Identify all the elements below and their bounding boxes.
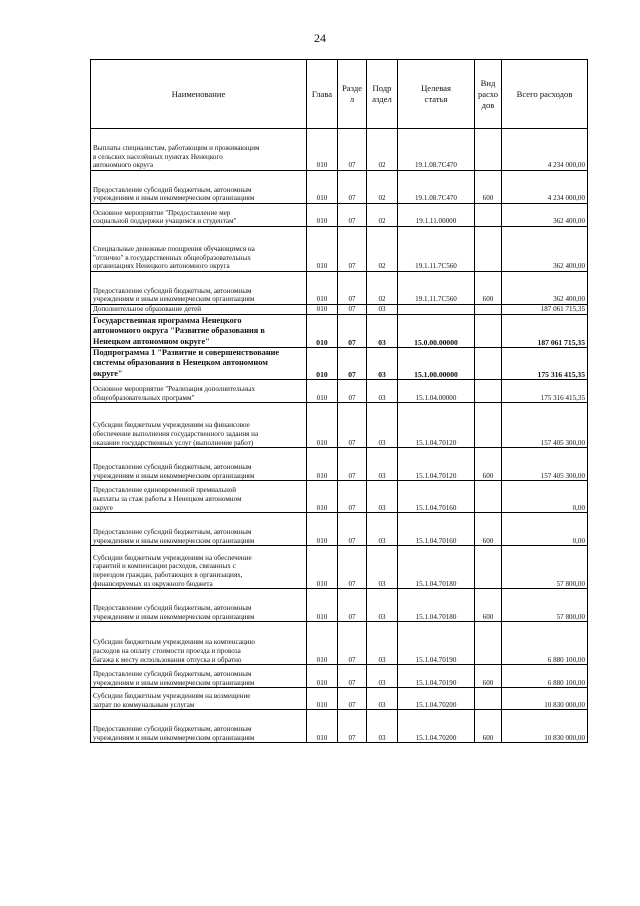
row-total-cell: 187 061 715,35 <box>502 305 588 315</box>
table-row <box>91 348 588 380</box>
header-section: Разде л <box>338 60 367 129</box>
row-section-cell: 07 <box>338 481 367 513</box>
row-subsection-cell: 03 <box>367 315 398 348</box>
row-target-cell: 15.1.04.70180 <box>398 589 475 622</box>
row-type-cell <box>475 546 502 589</box>
row-subsection-cell: 03 <box>367 589 398 622</box>
row-target-cell: 15.1.00.00000 <box>398 348 475 380</box>
row-chapter-cell: 010 <box>307 380 338 403</box>
table-row <box>91 380 588 403</box>
table-row <box>91 546 588 589</box>
row-name-cell: Субсидии бюджетным учреждениям на компенсацию расходов на оплату стоимости проезда и провоза багажа к месту использования отпуска и обратно <box>91 622 307 665</box>
row-chapter-cell: 010 <box>307 622 338 665</box>
row-name-cell: Предоставление субсидий бюджетным, автономным учреждениям и иным некоммерческим организациям <box>91 665 307 688</box>
row-section-cell: 07 <box>338 129 367 171</box>
row-subsection-cell: 02 <box>367 171 398 204</box>
header-target: Целевая статья <box>398 60 475 129</box>
row-subsection-cell: 03 <box>367 688 398 710</box>
row-type-cell: 600 <box>475 272 502 305</box>
table-row <box>91 227 588 272</box>
table-row <box>91 688 588 710</box>
row-chapter-cell: 010 <box>307 513 338 546</box>
row-chapter-cell: 010 <box>307 710 338 743</box>
row-chapter-cell: 010 <box>307 403 338 448</box>
row-name-cell: Подпрограмма 1 "Развитие и совершенствование системы образования в Ненецком автономном округе" <box>91 348 307 380</box>
row-type-cell: 600 <box>475 710 502 743</box>
row-name-cell: Государственная программа Ненецкого автономного округа "Развитие образования в Ненецком автономном округе" <box>91 315 307 348</box>
row-type-cell <box>475 380 502 403</box>
row-target-cell: 19.1.08.7C470 <box>398 171 475 204</box>
row-section-cell: 07 <box>338 688 367 710</box>
row-target-cell: 19.1.08.7C470 <box>398 129 475 171</box>
row-target-cell: 19.1.11.7C560 <box>398 272 475 305</box>
row-type-cell: 600 <box>475 589 502 622</box>
row-subsection-cell: 03 <box>367 546 398 589</box>
row-name-cell: Основное мероприятие "Реализация дополнительных общеобразовательных программ" <box>91 380 307 403</box>
row-name-cell: Субсидии бюджетным учреждениям на обеспечение гарантий и компенсации расходов, связанных с переездом граждан, работающих в организациях, финансируемых из окружного бюджета <box>91 546 307 589</box>
table-row <box>91 315 588 348</box>
page-number: 24 <box>314 31 326 45</box>
row-type-cell <box>475 622 502 665</box>
row-total-cell: 4 234 000,00 <box>502 171 588 204</box>
row-target-cell: 15.1.04.70120 <box>398 448 475 481</box>
row-type-cell: 600 <box>475 665 502 688</box>
row-subsection-cell: 03 <box>367 305 398 315</box>
row-subsection-cell: 03 <box>367 513 398 546</box>
table-row <box>91 305 588 315</box>
table-row <box>91 710 588 743</box>
row-chapter-cell: 010 <box>307 546 338 589</box>
table-row <box>91 481 588 513</box>
row-total-cell: 175 316 415,35 <box>502 380 588 403</box>
row-section-cell: 07 <box>338 403 367 448</box>
row-type-cell <box>475 348 502 380</box>
row-target-cell: 15.1.04.70180 <box>398 546 475 589</box>
row-total-cell: 362 400,00 <box>502 272 588 305</box>
row-name-cell: Предоставление субсидий бюджетным, автономным учреждениям и иным некоммерческим организациям <box>91 710 307 743</box>
row-chapter-cell: 010 <box>307 227 338 272</box>
row-section-cell: 07 <box>338 227 367 272</box>
row-target-cell: 15.1.04.70120 <box>398 403 475 448</box>
row-subsection-cell: 03 <box>367 665 398 688</box>
row-subsection-cell: 03 <box>367 622 398 665</box>
row-name-cell: Выплаты специалистам, работающим и проживающим в сельских населённых пунктах Ненецкого автономного округа <box>91 129 307 171</box>
row-subsection-cell: 03 <box>367 403 398 448</box>
row-type-cell: 600 <box>475 448 502 481</box>
row-target-cell: 15.1.04.00000 <box>398 380 475 403</box>
row-section-cell: 07 <box>338 622 367 665</box>
row-type-cell <box>475 227 502 272</box>
row-total-cell: 157 405 300,00 <box>502 448 588 481</box>
row-section-cell: 07 <box>338 315 367 348</box>
row-target-cell: 15.1.04.70160 <box>398 481 475 513</box>
row-name-cell: Субсидии бюджетным учреждениям на финансовое обеспечение выполнения государственного задания на оказание государственных услуг (выполнение работ) <box>91 403 307 448</box>
row-total-cell: 57 800,00 <box>502 589 588 622</box>
row-name-cell: Специальные денежные поощрения обучающимся на "отлично" в государственных общеобразовательных организациях Ненецкого автономного округа <box>91 227 307 272</box>
table-row <box>91 589 588 622</box>
row-name-cell: Предоставление субсидий бюджетным, автономным учреждениям и иным некоммерческим организациям <box>91 589 307 622</box>
table-row <box>91 448 588 481</box>
row-target-cell: 15.1.04.70200 <box>398 710 475 743</box>
table-row <box>91 665 588 688</box>
row-total-cell: 6 880 100,00 <box>502 622 588 665</box>
table-row <box>91 622 588 665</box>
row-subsection-cell: 03 <box>367 481 398 513</box>
row-total-cell: 362 400,00 <box>502 204 588 227</box>
row-type-cell <box>475 315 502 348</box>
row-section-cell: 07 <box>338 348 367 380</box>
table-row <box>91 171 588 204</box>
row-type-cell <box>475 305 502 315</box>
row-section-cell: 07 <box>338 513 367 546</box>
row-chapter-cell: 010 <box>307 272 338 305</box>
row-chapter-cell: 010 <box>307 688 338 710</box>
row-name-cell: Предоставление субсидий бюджетным, автономным учреждениям и иным некоммерческим организациям <box>91 448 307 481</box>
table-header-row <box>91 60 588 129</box>
row-section-cell: 07 <box>338 272 367 305</box>
row-section-cell: 07 <box>338 546 367 589</box>
row-chapter-cell: 010 <box>307 448 338 481</box>
row-section-cell: 07 <box>338 380 367 403</box>
row-chapter-cell: 010 <box>307 665 338 688</box>
table-row <box>91 403 588 448</box>
row-type-cell <box>475 481 502 513</box>
row-subsection-cell: 02 <box>367 129 398 171</box>
row-chapter-cell: 010 <box>307 481 338 513</box>
row-type-cell <box>475 129 502 171</box>
row-total-cell: 0,00 <box>502 513 588 546</box>
row-section-cell: 07 <box>338 710 367 743</box>
row-type-cell: 600 <box>475 513 502 546</box>
row-target-cell: 19.1.11.00000 <box>398 204 475 227</box>
row-subsection-cell: 03 <box>367 710 398 743</box>
row-total-cell: 175 316 415,35 <box>502 348 588 380</box>
budget-table <box>90 59 588 743</box>
header-name: Наименование <box>91 60 307 129</box>
table-body <box>91 129 588 743</box>
row-section-cell: 07 <box>338 589 367 622</box>
row-target-cell: 19.1.11.7C560 <box>398 227 475 272</box>
table-row <box>91 129 588 171</box>
row-total-cell: 10 830 000,00 <box>502 710 588 743</box>
row-chapter-cell: 010 <box>307 348 338 380</box>
row-target-cell <box>398 305 475 315</box>
row-subsection-cell: 02 <box>367 227 398 272</box>
header-subsection: Подр аздел <box>367 60 398 129</box>
row-total-cell: 10 830 000,00 <box>502 688 588 710</box>
row-name-cell: Предоставление субсидий бюджетным, автономным учреждениям и иным некоммерческим организациям <box>91 513 307 546</box>
row-section-cell: 07 <box>338 665 367 688</box>
row-target-cell: 15.0.00.00000 <box>398 315 475 348</box>
row-section-cell: 07 <box>338 204 367 227</box>
row-name-cell: Предоставление субсидий бюджетным, автономным учреждениям и иным некоммерческим организациям <box>91 171 307 204</box>
row-subsection-cell: 03 <box>367 348 398 380</box>
row-chapter-cell: 010 <box>307 305 338 315</box>
row-subsection-cell: 02 <box>367 272 398 305</box>
row-section-cell: 07 <box>338 305 367 315</box>
header-chapter: Глава <box>307 60 338 129</box>
row-type-cell: 600 <box>475 171 502 204</box>
row-total-cell: 57 800,00 <box>502 546 588 589</box>
row-name-cell: Дополнительное образование детей <box>91 305 307 315</box>
row-name-cell: Основное мероприятие "Предоставление мер социальной поддержки учащимся и студентам" <box>91 204 307 227</box>
row-chapter-cell: 010 <box>307 171 338 204</box>
header-total: Всего расходов <box>502 60 588 129</box>
row-section-cell: 07 <box>338 171 367 204</box>
row-chapter-cell: 010 <box>307 589 338 622</box>
row-total-cell: 0,00 <box>502 481 588 513</box>
row-target-cell: 15.1.04.70190 <box>398 665 475 688</box>
row-type-cell <box>475 403 502 448</box>
row-subsection-cell: 02 <box>367 204 398 227</box>
row-name-cell: Предоставление субсидий бюджетным, автономным учреждениям и иным некоммерческим организациям <box>91 272 307 305</box>
row-total-cell: 362 400,00 <box>502 227 588 272</box>
row-total-cell: 6 880 100,00 <box>502 665 588 688</box>
row-total-cell: 187 061 715,35 <box>502 315 588 348</box>
row-chapter-cell: 010 <box>307 315 338 348</box>
row-target-cell: 15.1.04.70160 <box>398 513 475 546</box>
header-type: Вид расхо дов <box>475 60 502 129</box>
table-row <box>91 272 588 305</box>
row-chapter-cell: 010 <box>307 204 338 227</box>
row-target-cell: 15.1.04.70190 <box>398 622 475 665</box>
table-row <box>91 204 588 227</box>
row-section-cell: 07 <box>338 448 367 481</box>
row-subsection-cell: 03 <box>367 380 398 403</box>
table-row <box>91 513 588 546</box>
row-name-cell: Предоставление единовременной премиальной выплаты за стаж работы в Ненецком автономном округе <box>91 481 307 513</box>
row-target-cell: 15.1.04.70200 <box>398 688 475 710</box>
row-name-cell: Субсидии бюджетным учреждениям на возмещение затрат по коммунальным услугам <box>91 688 307 710</box>
row-type-cell <box>475 204 502 227</box>
row-subsection-cell: 03 <box>367 448 398 481</box>
row-total-cell: 4 234 000,00 <box>502 129 588 171</box>
row-total-cell: 157 405 300,00 <box>502 403 588 448</box>
row-type-cell <box>475 688 502 710</box>
row-chapter-cell: 010 <box>307 129 338 171</box>
